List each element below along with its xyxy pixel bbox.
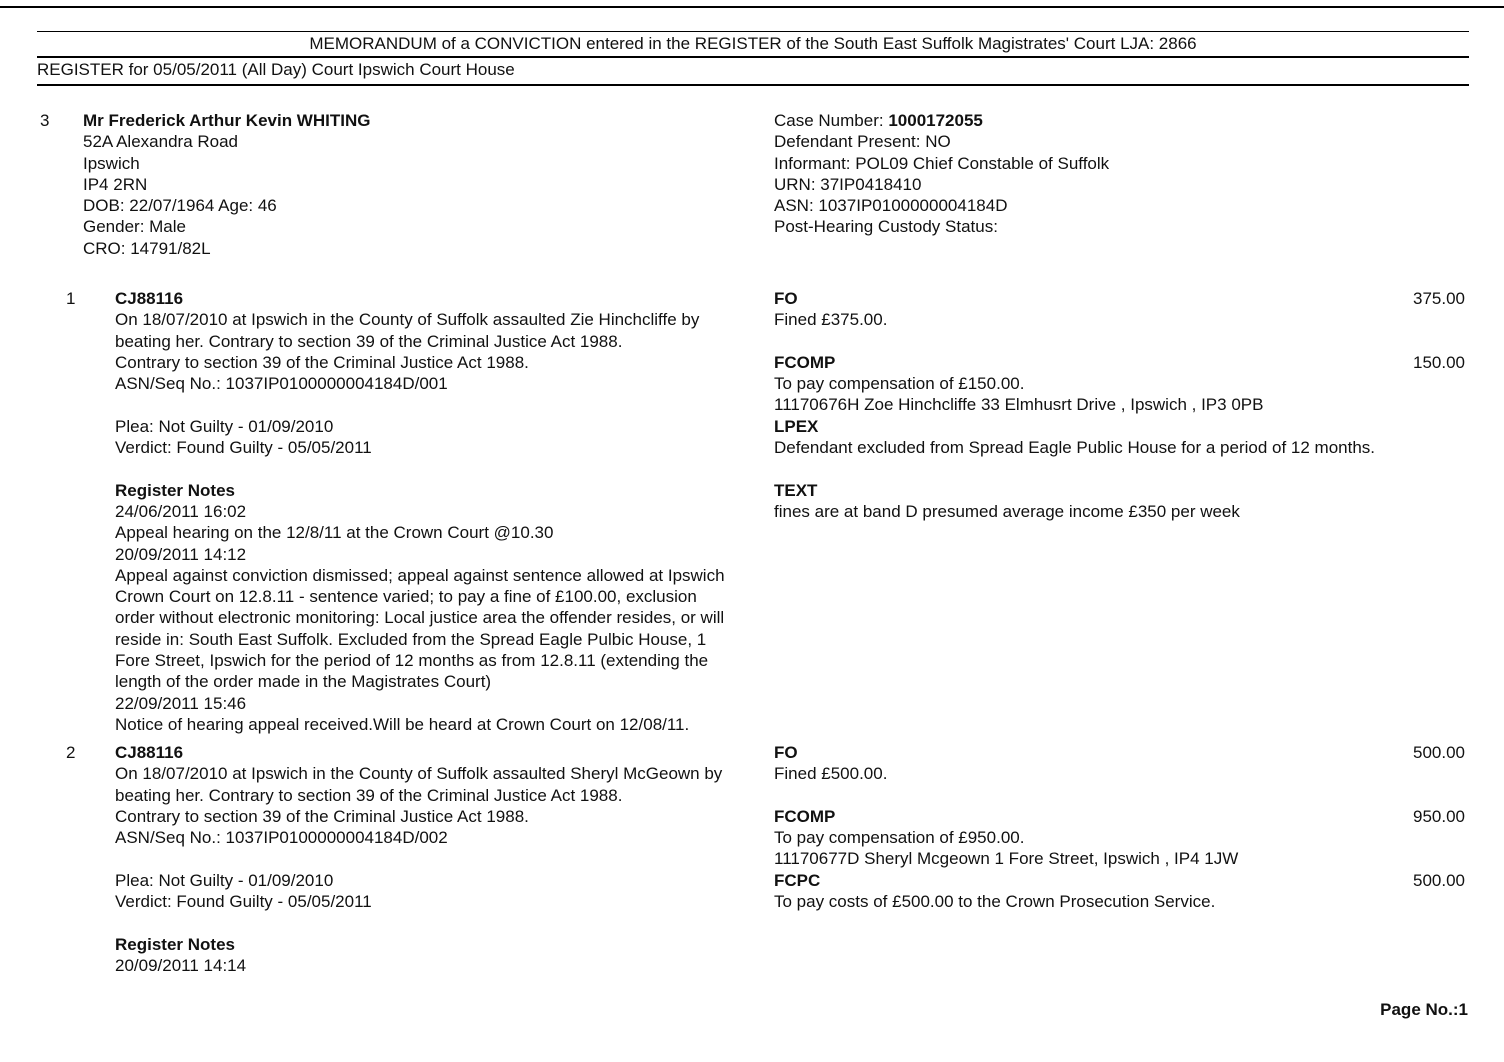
offence-2-fcpc-amount: 500.00	[1413, 871, 1465, 890]
defendant-gender: Gender: Male	[83, 217, 186, 237]
offence-1-details	[115, 288, 725, 735]
informant: Informant: POL09 Chief Constable of Suffolk	[774, 153, 1110, 173]
top-border	[0, 6, 1504, 8]
register-line: REGISTER for 05/05/2011 (All Day) Court Ipswich Court House	[37, 60, 515, 79]
offence-1-text-text: fines are at band D presumed average income £350 per week	[774, 501, 1240, 521]
defendant-cro: CRO: 14791/82L	[83, 238, 211, 258]
case-number	[774, 110, 1109, 131]
offence-2-plea: Plea: Not Guilty - 01/09/2010	[115, 870, 334, 890]
title-rule-bottom	[37, 56, 1469, 58]
offence-1-note-line: 24/06/2011 16:02	[115, 501, 247, 521]
offence-1-note-line: Fore Street, Ipswich for the period of 12 months as from 12.8.11 (extending the	[115, 651, 709, 671]
offence-1-fcomp-code: FCOMP	[774, 352, 836, 372]
offence-2-details	[115, 742, 722, 976]
offence-1-code: CJ88116	[115, 289, 184, 308]
case-number-label: Case Number:	[774, 111, 889, 130]
offence-1-fcomp-text: To pay compensation of £150.00.	[774, 374, 1025, 394]
offence-1-text-code: TEXT	[774, 480, 818, 500]
offence-2-fcpc-text: To pay costs of £500.00 to the Crown Prosecution Service.	[774, 892, 1216, 912]
offence-1-fo-amount: 375.00	[1413, 289, 1465, 308]
offence-1-number: 1	[66, 289, 76, 308]
offence-2-fcomp-detail: 11170677D Sheryl Mcgeown 1 Fore Street, Ipswich , IP4 1JW	[774, 849, 1239, 869]
defendant-postcode: IP4 2RN	[83, 174, 148, 194]
offence-2-description-3: Contrary to section 39 of the Criminal Justice Act 1988.	[115, 806, 529, 826]
offence-1-description-3: Contrary to section 39 of the Criminal Justice Act 1988.	[115, 352, 529, 372]
offence-1-fcomp-amount: 150.00	[1413, 353, 1465, 372]
defendant-details	[83, 110, 370, 259]
offence-1-note-line: Notice of hearing appeal received.Will be heard at Crown Court on 12/08/11.	[115, 714, 690, 734]
offence-2-verdict: Verdict: Found Guilty - 05/05/2011	[115, 892, 372, 912]
offence-1-description-2: beating her. Contrary to section 39 of the Criminal Justice Act 1988.	[115, 331, 623, 351]
offence-1-note-line: order without electronic monitoring: Local justice area the offender resides, or will	[115, 608, 725, 628]
case-details	[774, 110, 1109, 238]
page-number: Page No.:1	[1380, 1000, 1468, 1019]
offence-1-note-line: reside in: South East Suffolk. Excluded from the Spread Eagle Pulbic House, 1	[115, 629, 707, 649]
case-asn: ASN: 1037IP0100000004184D	[774, 196, 1008, 216]
offence-2-fo-text: Fined £500.00.	[774, 764, 888, 784]
offence-1-note-line: length of the order made in the Magistrates Court)	[115, 672, 492, 692]
offence-2-asn: ASN/Seq No.: 1037IP0100000004184D/002	[115, 828, 448, 848]
offence-1-note-line: 20/09/2011 14:12	[115, 544, 247, 564]
offence-1-results	[774, 288, 1375, 522]
defendant-dob: DOB: 22/07/1964 Age: 46	[83, 196, 277, 216]
defendant-number: 3	[40, 111, 50, 130]
offence-1-description-1: On 18/07/2010 at Ipswich in the County of Suffolk assaulted Zie Hinchcliffe by	[115, 310, 700, 330]
offence-2-number: 2	[66, 743, 76, 762]
defendant-present: Defendant Present: NO	[774, 132, 951, 152]
offence-2-code: CJ88116	[115, 743, 184, 762]
offence-1-note-line: Appeal hearing on the 12/8/11 at the Crown Court @10.30	[115, 523, 554, 543]
offence-2-fcomp-text: To pay compensation of £950.00.	[774, 828, 1025, 848]
offence-1-lpex-text: Defendant excluded from Spread Eagle Public House for a period of 12 months.	[774, 438, 1376, 458]
offence-1-lpex-code: LPEX	[774, 416, 819, 436]
offence-1-note-line: Crown Court on 12.8.11 - sentence varied; to pay a fine of £100.00, exclusion	[115, 587, 697, 607]
offence-2-fcomp-amount: 950.00	[1413, 807, 1465, 826]
title-rule-top	[37, 31, 1469, 32]
offence-1-verdict: Verdict: Found Guilty - 05/05/2011	[115, 438, 372, 458]
offence-1-plea: Plea: Not Guilty - 01/09/2010	[115, 416, 334, 436]
offence-1-fcomp-detail: 11170676H Zoe Hinchcliffe 33 Elmhusrt Drive , Ipswich , IP3 0PB	[774, 395, 1264, 415]
defendant-name: Mr Frederick Arthur Kevin WHITING	[83, 111, 371, 130]
custody-status: Post-Hearing Custody Status:	[774, 217, 998, 237]
offence-2-note-line: 20/09/2011 14:14	[115, 955, 247, 975]
offence-2-fcomp-code: FCOMP	[774, 806, 836, 826]
offence-2-description-1: On 18/07/2010 at Ipswich in the County of Suffolk assaulted Sheryl McGeown by	[115, 764, 723, 784]
offence-1-note-line: Appeal against conviction dismissed; appeal against sentence allowed at Ipswich	[115, 565, 725, 585]
offence-2-fo-amount: 500.00	[1413, 743, 1465, 762]
offence-2-fo-code: FO	[774, 743, 798, 762]
offence-2-fcpc-code: FCPC	[774, 870, 821, 890]
memorandum-title: MEMORANDUM of a CONVICTION entered in the REGISTER of the South East Suffolk Magistrates' Court LJA: 2866	[309, 34, 1197, 53]
register-rule	[37, 84, 1469, 86]
defendant-address-line-2: Ipswich	[83, 153, 140, 173]
offence-1-note-line: 22/09/2011 15:46	[115, 693, 247, 713]
case-number-value: 1000172055	[888, 111, 983, 130]
offence-2-results	[774, 742, 1238, 912]
offence-2-notes-heading: Register Notes	[115, 934, 235, 954]
offence-1-fo-code: FO	[774, 289, 798, 308]
urn: URN: 37IP0418410	[774, 174, 922, 194]
offence-1-notes-heading: Register Notes	[115, 480, 235, 500]
offence-1-fo-text: Fined £375.00.	[774, 310, 888, 330]
offence-2-description-2: beating her. Contrary to section 39 of the Criminal Justice Act 1988.	[115, 785, 623, 805]
defendant-address-line-1: 52A Alexandra Road	[83, 132, 239, 152]
offence-1-asn: ASN/Seq No.: 1037IP0100000004184D/001	[115, 374, 448, 394]
